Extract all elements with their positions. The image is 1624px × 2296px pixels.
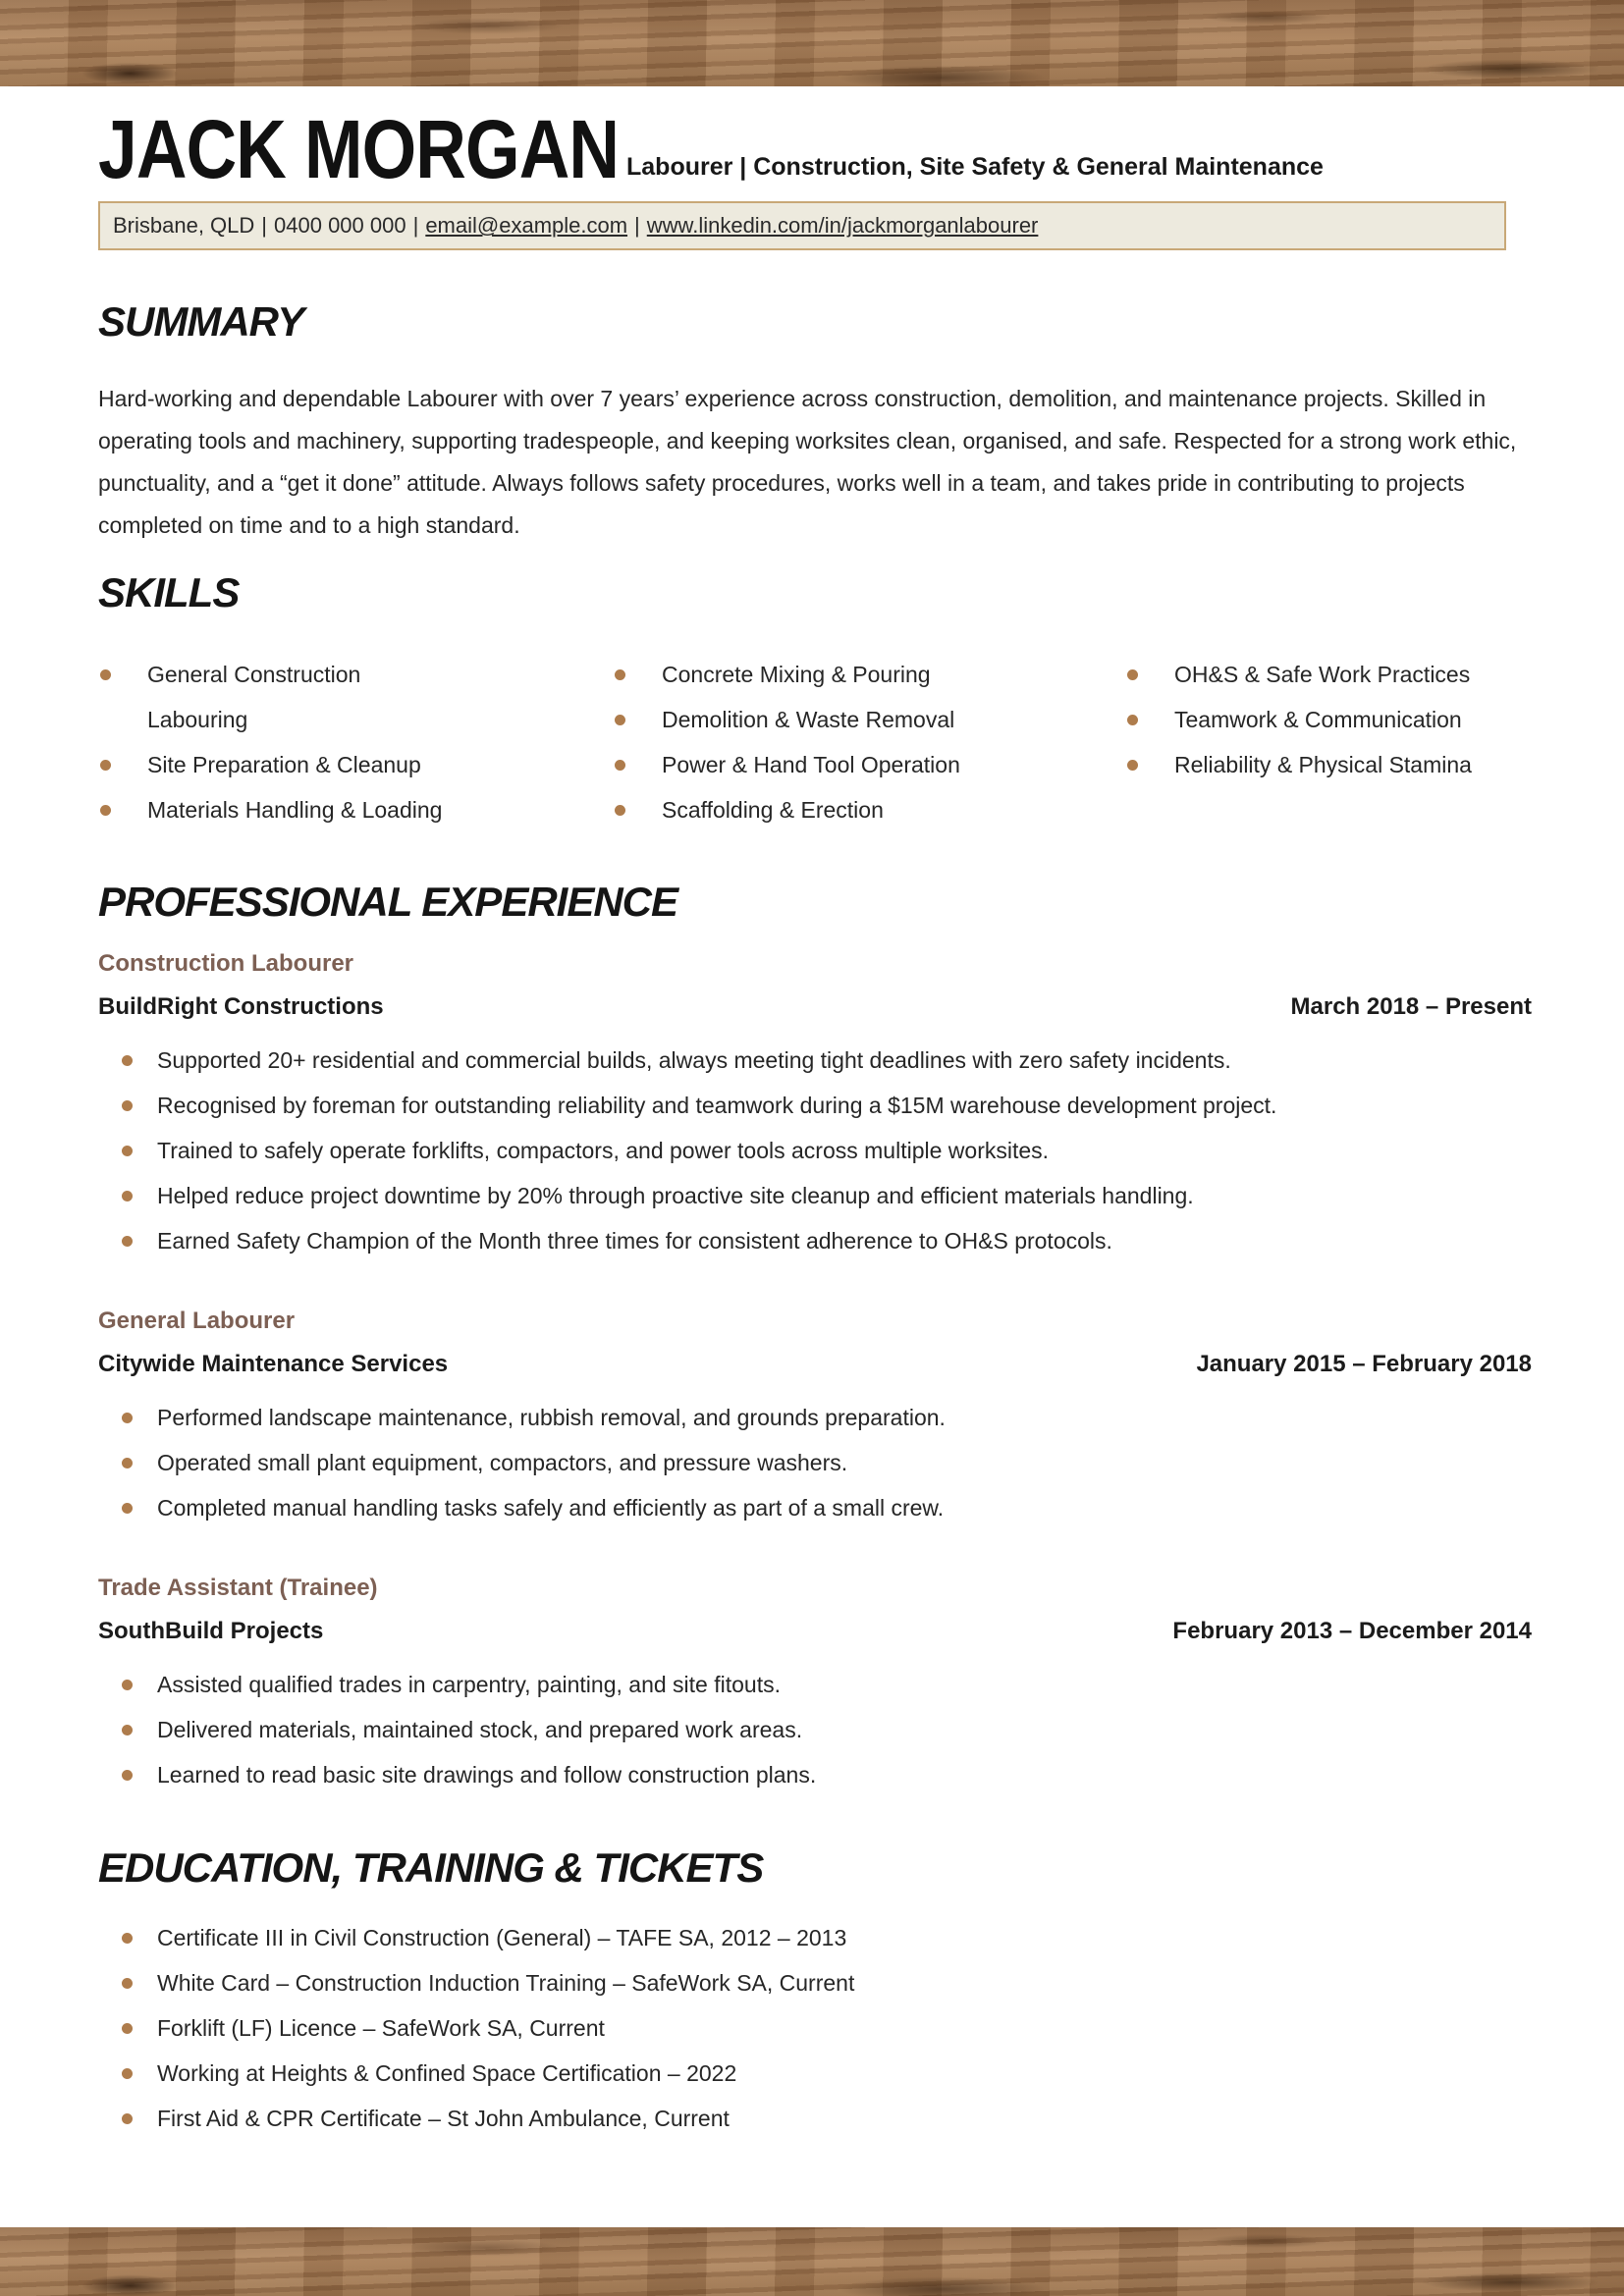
skill-item: Materials Handling & Loading bbox=[98, 787, 613, 832]
education-item: First Aid & CPR Certificate – St John Ambulance, Current bbox=[120, 2105, 1532, 2132]
job-entry bbox=[98, 1308, 1532, 1522]
job-bullet: Helped reduce project downtime by 20% through proactive site cleanup and efficient materials handling. bbox=[120, 1182, 1532, 1209]
skill-item: Teamwork & Communication bbox=[1125, 697, 1532, 742]
skills-grid bbox=[98, 652, 1532, 832]
job-bullet: Performed landscape maintenance, rubbish removal, and grounds preparation. bbox=[120, 1404, 1532, 1431]
job-title: General Labourer bbox=[98, 1307, 296, 1334]
job-bullet: Assisted qualified trades in carpentry, painting, and site fitouts. bbox=[120, 1671, 1532, 1698]
job-company: Citywide Maintenance Services bbox=[98, 1350, 449, 1377]
education-item: Working at Heights & Confined Space Certification – 2022 bbox=[120, 2059, 1532, 2087]
education-list bbox=[120, 1924, 1532, 2132]
wood-texture-header bbox=[0, 0, 1624, 86]
resume-content bbox=[0, 86, 1624, 2227]
job-dates: January 2015 – February 2018 bbox=[1196, 1350, 1532, 1377]
job-bullet-list bbox=[120, 1671, 1532, 1789]
contact-location: Brisbane, QLD bbox=[113, 213, 255, 239]
summary-heading: SUMMARY bbox=[98, 298, 304, 346]
education-heading: EDUCATION, TRAINING & TICKETS bbox=[98, 1843, 764, 1891]
job-company: BuildRight Constructions bbox=[98, 992, 384, 1020]
education-item: White Card – Construction Induction Training – SafeWork SA, Current bbox=[120, 1969, 1532, 1997]
job-bullet-list bbox=[120, 1046, 1532, 1255]
skill-item: Site Preparation & Cleanup bbox=[98, 742, 613, 787]
contact-phone: 0400 000 000 bbox=[274, 213, 406, 239]
skills-heading: SKILLS bbox=[98, 569, 240, 616]
job-bullet: Operated small plant equipment, compactors, and pressure washers. bbox=[120, 1449, 1532, 1476]
skill-item: Demolition & Waste Removal bbox=[613, 697, 1125, 742]
contact-separator: | bbox=[412, 213, 419, 239]
candidate-tagline: Labourer | Construction, Site Safety & General Maintenance bbox=[626, 153, 1324, 182]
contact-bar bbox=[98, 201, 1506, 250]
job-bullet: Learned to read basic site drawings and follow construction plans. bbox=[120, 1761, 1532, 1789]
skill-item: Scaffolding & Erection bbox=[613, 787, 1125, 832]
header bbox=[98, 103, 1532, 195]
job-dates: March 2018 – Present bbox=[1290, 992, 1532, 1020]
candidate-name: JACK MORGAN bbox=[98, 103, 620, 195]
job-meta bbox=[98, 1351, 1532, 1378]
summary-text: Hard-working and dependable Labourer with over 7 years’ experience across construction, demolition, and maintenance projects. Skilled in operating tools and machinery, supporting tradespeople, and keeping worksites clean, organised, and safe. Respected for a strong work ethic, punctuality, and a “get it done” attitude. Always follows safety procedures, works well in a team, and takes pride in contributing to projects completed on time and to a high standard. bbox=[98, 386, 1517, 539]
job-bullet: Trained to safely operate forklifts, compactors, and power tools across multiple worksites. bbox=[120, 1137, 1532, 1164]
job-entry bbox=[98, 1575, 1532, 1789]
contact-separator: | bbox=[261, 213, 268, 239]
job-dates: February 2013 – December 2014 bbox=[1172, 1617, 1532, 1644]
job-entry bbox=[98, 950, 1532, 1255]
skill-item: General Construction Labouring bbox=[98, 652, 422, 742]
job-meta bbox=[98, 993, 1532, 1021]
skill-item: OH&S & Safe Work Practices bbox=[1125, 652, 1532, 697]
linkedin-link[interactable]: www.linkedin.com/in/jackmorganlabourer bbox=[646, 213, 1039, 239]
skill-item: Concrete Mixing & Pouring bbox=[613, 652, 1125, 697]
skills-column-3 bbox=[1125, 652, 1532, 832]
job-bullet: Earned Safety Champion of the Month three times for consistent adherence to OH&S protocols. bbox=[120, 1227, 1532, 1255]
job-bullet: Supported 20+ residential and commercial builds, always meeting tight deadlines with zero safety incidents. bbox=[120, 1046, 1532, 1074]
job-meta bbox=[98, 1618, 1532, 1645]
skill-item: Reliability & Physical Stamina bbox=[1125, 742, 1532, 787]
wood-texture-footer bbox=[0, 2227, 1624, 2296]
experience-heading: PROFESSIONAL EXPERIENCE bbox=[98, 878, 678, 925]
email-link[interactable]: email@example.com bbox=[425, 213, 628, 239]
skill-item: Power & Hand Tool Operation bbox=[613, 742, 1125, 787]
education-item: Forklift (LF) Licence – SafeWork SA, Current bbox=[120, 2014, 1532, 2042]
job-title: Construction Labourer bbox=[98, 949, 354, 977]
education-item: Certificate III in Civil Construction (General) – TAFE SA, 2012 – 2013 bbox=[120, 1924, 1532, 1951]
job-bullet-list bbox=[120, 1404, 1532, 1522]
contact-separator: | bbox=[634, 213, 640, 239]
job-title: Trade Assistant (Trainee) bbox=[98, 1574, 378, 1601]
job-bullet: Recognised by foreman for outstanding reliability and teamwork during a $15M warehouse development project. bbox=[120, 1092, 1532, 1119]
job-bullet: Delivered materials, maintained stock, and prepared work areas. bbox=[120, 1716, 1532, 1743]
skills-column-2 bbox=[613, 652, 1125, 832]
job-bullet: Completed manual handling tasks safely and efficiently as part of a small crew. bbox=[120, 1494, 1532, 1522]
job-company: SouthBuild Projects bbox=[98, 1617, 324, 1644]
skills-column-1 bbox=[98, 652, 613, 832]
